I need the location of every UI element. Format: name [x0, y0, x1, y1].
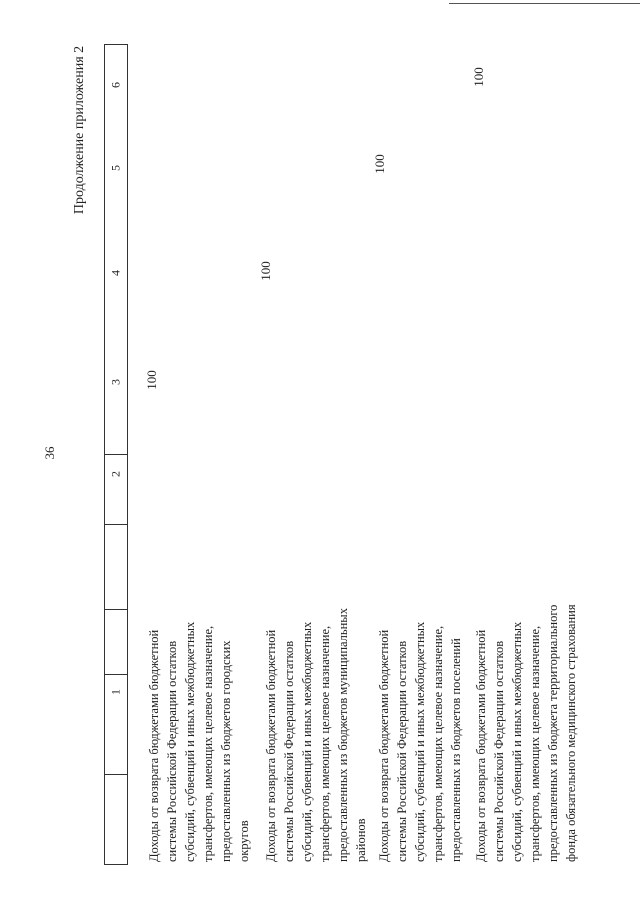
header-rule-col2 — [104, 454, 128, 455]
table-row — [262, 532, 370, 862]
row-value: 100 — [258, 261, 273, 281]
appendix-continuation-label: Продолжение приложения 2 — [72, 45, 87, 215]
column-header-5: 5 — [108, 165, 123, 171]
table-row — [472, 532, 580, 862]
row-text-line: Доходы от возврата бюджетами бюджетной — [147, 629, 161, 862]
row-text-line: предоставленных из бюджетов поселений — [449, 638, 463, 862]
header-rule-bottom — [104, 864, 128, 865]
row-text-line: системы Российской Федерации остатков — [165, 640, 179, 862]
column-header-1: 1 — [108, 689, 123, 695]
row-text-line: трансфертов, имеющих целевое назначение, — [528, 625, 542, 862]
row-text-line: фонда обязательного медицинского страхования — [564, 604, 578, 862]
header-rule-col4 — [104, 609, 128, 610]
page-number: 36 — [42, 446, 57, 460]
row-text-line: трансфертов, имеющих целевое назначение, — [431, 625, 445, 862]
header-rule-col3 — [104, 524, 128, 525]
table-header-border — [127, 44, 128, 864]
row-text-line: трансфертов, имеющих целевое назначение, — [318, 625, 332, 862]
row-value: 100 — [372, 154, 387, 174]
row-text-line: системы Российской Федерации остатков — [492, 640, 506, 862]
table-left-border — [104, 44, 105, 864]
row-text-line: районов — [354, 818, 368, 862]
row-text-line: предоставленных из бюджетов муниципальных — [336, 608, 350, 862]
top-rule — [449, 3, 640, 4]
row-text-line: системы Российской Федерации остатков — [395, 640, 409, 862]
row-text-line: субсидий, субвенций и иных межбюджетных — [510, 621, 524, 862]
row-text-line: Доходы от возврата бюджетами бюджетной — [377, 629, 391, 862]
row-text-line: субсидий, субвенций и иных межбюджетных — [183, 621, 197, 862]
row-value: 100 — [471, 67, 486, 87]
row-text-line: округов — [237, 820, 251, 862]
header-rule-col5 — [104, 674, 128, 675]
header-rule-col6 — [104, 774, 128, 775]
row-text-line: системы Российской Федерации остатков — [282, 640, 296, 862]
row-value: 100 — [144, 370, 159, 390]
column-header-2: 2 — [108, 471, 123, 477]
column-header-3: 3 — [108, 379, 123, 385]
column-header-6: 6 — [108, 82, 123, 88]
table-row — [145, 532, 253, 862]
header-rule-top — [104, 44, 128, 45]
row-text-line: трансфертов, имеющих целевое назначение, — [201, 625, 215, 862]
row-text-line: предоставленных из бюджета территориального — [546, 604, 560, 862]
table-row — [375, 532, 465, 862]
row-text-line: предоставленных из бюджетов городских — [219, 640, 233, 862]
row-text-line: субсидий, субвенций и иных межбюджетных — [413, 621, 427, 862]
row-text-line: Доходы от возврата бюджетами бюджетной — [264, 629, 278, 862]
row-text-line: Доходы от возврата бюджетами бюджетной — [474, 629, 488, 862]
row-text-line: субсидий, субвенций и иных межбюджетных — [300, 621, 314, 862]
column-header-4: 4 — [108, 270, 123, 276]
